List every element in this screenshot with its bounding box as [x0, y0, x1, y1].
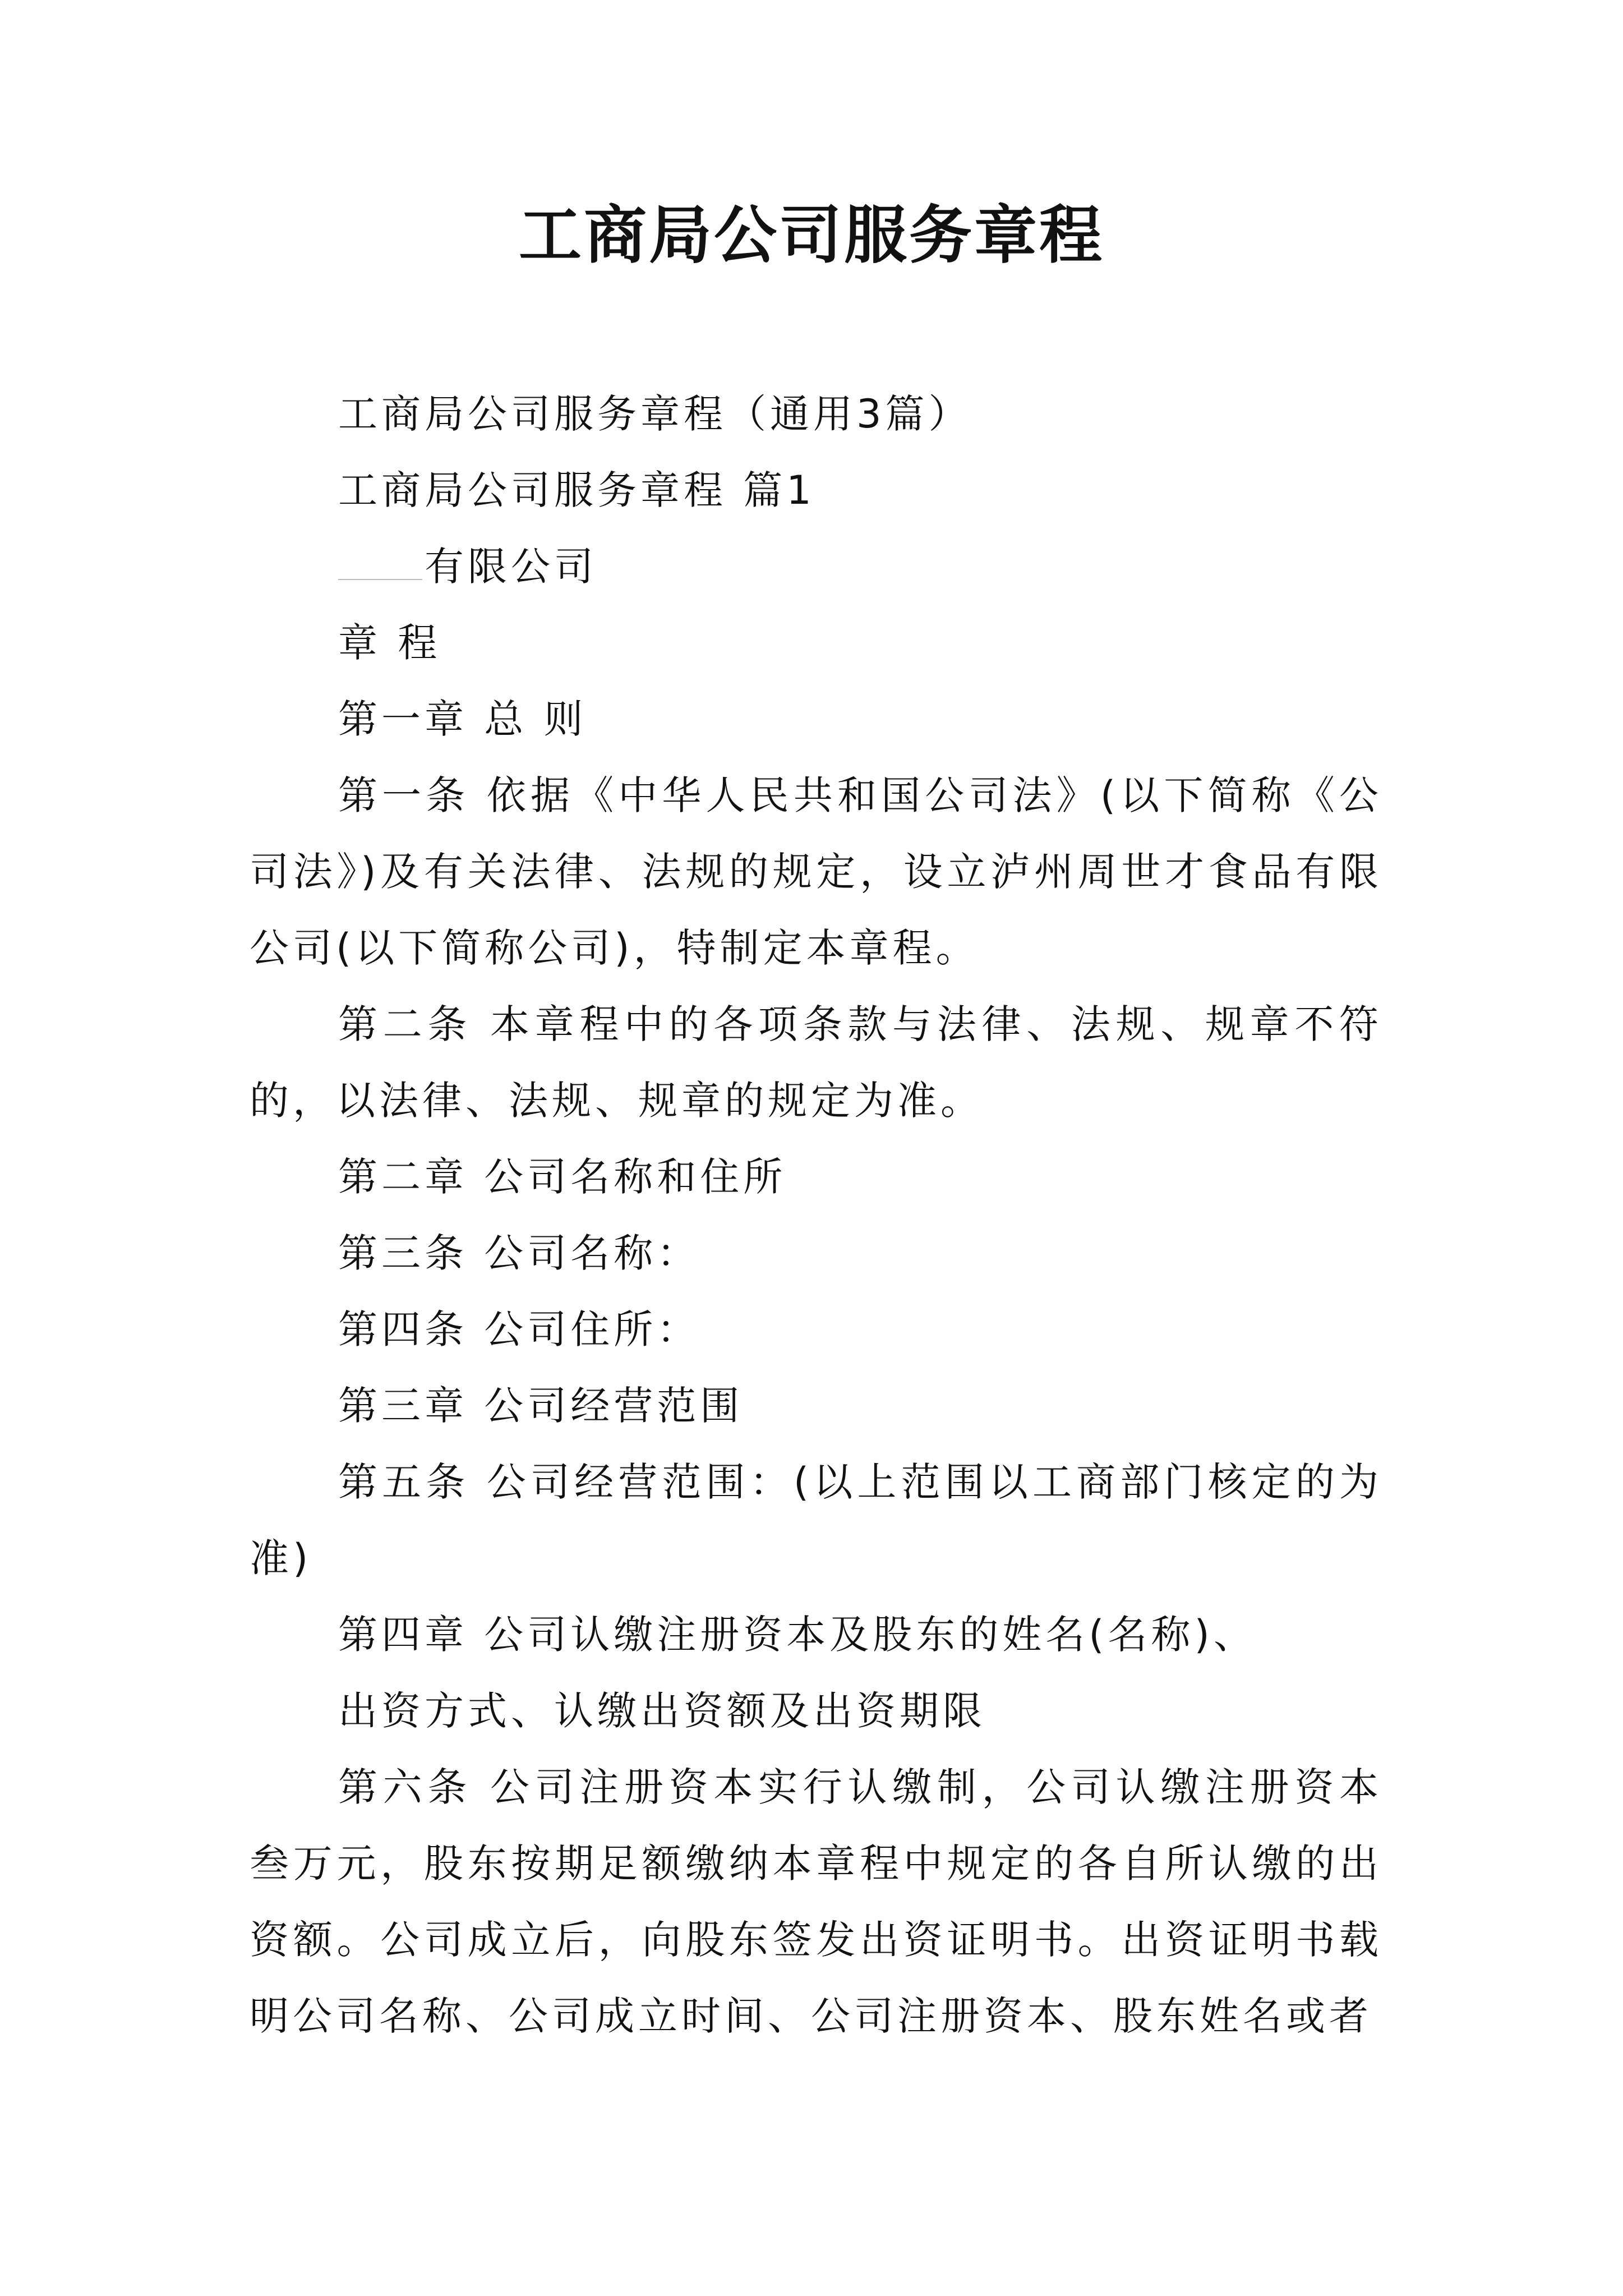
paragraph: 第一条 依据《中华人民共和国公司法》(以下简称《公司法》)及有关法律、法规的规定，设立泸州周世才食品有限公司(以下简称公司)，特制定本章程。	[250, 772, 1382, 971]
paragraph: 第六条 公司注册资本实行认缴制，公司认缴注册资本叁万元，股东按期足额缴纳本章程中规定的各自所认缴的出资额。公司成立后，向股东签发出资证明书。出资证明书载明公司名称、公司成立时间、公司注册资本、股东姓名或者	[250, 1764, 1382, 2039]
document-title: 工商局公司服务章程	[519, 199, 1104, 272]
paragraph: 第三条 公司名称：	[338, 1230, 700, 1276]
paragraph: 第四章 公司认缴注册资本及股东的姓名(名称)、	[338, 1612, 1257, 1658]
charter-heading: 章 程	[338, 620, 441, 666]
company-name-line	[250, 528, 1382, 605]
paragraph: 第五条 公司经营范围：(以上范围以工商部门核定的为准)	[250, 1459, 1382, 1581]
paragraph: 第三章 公司经营范围	[338, 1383, 744, 1429]
paragraph: 第四条 公司住所：	[338, 1306, 700, 1352]
company-suffix: 有限公司	[425, 544, 597, 590]
paragraph: 第二章 公司名称和住所	[338, 1154, 787, 1200]
document-body	[250, 376, 1382, 2054]
paragraph: 出资方式、认缴出资额及出资期限	[338, 1688, 986, 1734]
company-name-blank	[338, 540, 422, 580]
paragraph: 第一章 总 则	[338, 696, 587, 742]
document-subtitle: 工商局公司服务章程（通用3篇）	[338, 391, 972, 437]
paragraph: 第二条 本章程中的各项条款与法律、法规、规章不符的，以法律、法规、规章的规定为准。	[250, 1001, 1382, 1124]
section-heading: 工商局公司服务章程 篇1	[338, 467, 815, 513]
